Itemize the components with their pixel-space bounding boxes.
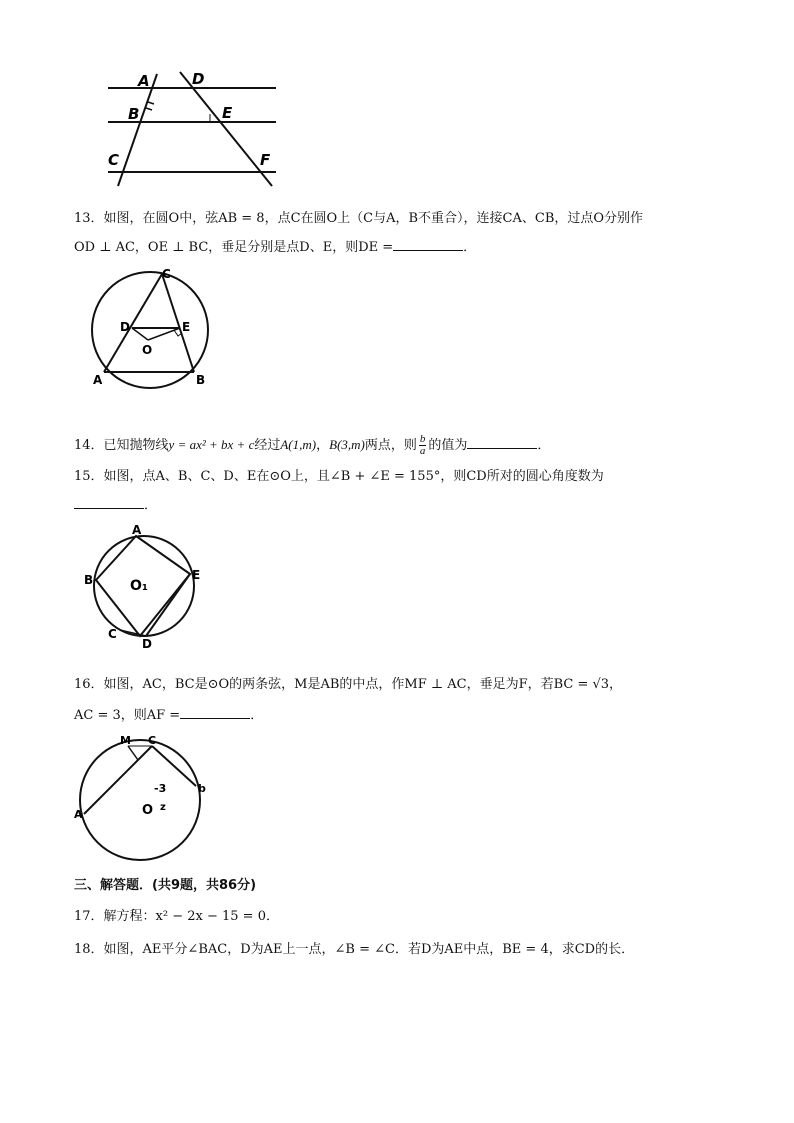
- q14-end: ．: [537, 438, 551, 453]
- q14-point-A: A(1,m): [280, 437, 317, 452]
- q15-line1: 15．如图，点A、B、C、D、E在⊙O上，且∠B + ∠E = 155°，则CD所对的圆心角度数为: [74, 469, 604, 484]
- q15-line2: [74, 496, 157, 515]
- q14-mid: 经过: [254, 438, 281, 453]
- figure-q12: [100, 62, 290, 192]
- label-F: F: [260, 151, 271, 169]
- label-D: D: [192, 70, 205, 88]
- q16-label-C: C: [148, 734, 157, 747]
- q15-label-A: A: [132, 523, 142, 537]
- label-E: E: [222, 104, 233, 122]
- q15-answer-blank[interactable]: [74, 496, 144, 509]
- label-B: B: [128, 105, 140, 123]
- segment-OD: [132, 328, 148, 340]
- segment-ED: [146, 574, 190, 636]
- label-A: A: [138, 72, 150, 90]
- q16-label-b: b: [198, 782, 206, 795]
- q16-line2: [74, 706, 263, 725]
- figure-q16: [72, 732, 212, 867]
- q14-pre: 14．已知抛物线: [74, 438, 169, 453]
- figure-q15: [80, 522, 210, 652]
- transversal-left: [118, 74, 157, 186]
- q15-label-E: E: [192, 568, 201, 582]
- q14-equation: y = ax² + bx + c: [168, 437, 255, 452]
- q17-text: 17．解方程：x² − 2x − 15 = 0．: [74, 909, 279, 924]
- q16-label-M: M: [120, 734, 131, 747]
- circle-O: [92, 272, 208, 388]
- q14-line: [74, 432, 550, 459]
- q16-line2-text: AC = 3，则AF =: [74, 708, 181, 723]
- section-3-heading: 三、解答题．(共9题，共86分): [74, 878, 257, 893]
- q13-label-B: B: [196, 373, 206, 387]
- q15-label-O: O₁: [130, 578, 149, 594]
- q13-line2-text: OD ⊥ AC，OE ⊥ BC，垂足分别是点D、E，则DE =: [74, 240, 394, 255]
- q13-label-D: D: [120, 320, 130, 334]
- q15-end: ．: [144, 498, 158, 513]
- figure-q13: [84, 264, 219, 394]
- q15-label-C: C: [108, 627, 117, 641]
- q14-frac-num: b: [419, 433, 426, 445]
- q13-line2: [74, 238, 476, 257]
- q16-label-k: -3: [154, 782, 167, 795]
- q16-end: ．: [250, 708, 264, 723]
- q16-label-z: z: [160, 802, 166, 813]
- q15-label-B: B: [84, 573, 94, 587]
- q13-label-E: E: [182, 320, 191, 334]
- q16-label-A: A: [74, 808, 83, 821]
- q13-label-A: A: [93, 373, 103, 387]
- q16-label-O: O: [142, 803, 154, 818]
- segment-OE: [148, 328, 180, 340]
- segment-CA: [104, 274, 162, 372]
- q14-frac-den: a: [419, 445, 426, 457]
- transversal-right: [180, 72, 272, 186]
- q15-label-D: D: [142, 637, 152, 651]
- q14-answer-blank[interactable]: [467, 436, 537, 449]
- q14-fraction: [419, 434, 427, 457]
- q16-answer-blank[interactable]: [180, 706, 250, 719]
- q13-line1: 13．如图，在圆O中，弦AB = 8，点C在圆O上（C与A，B不重合），连接CA、CB，过点O分别作: [74, 211, 644, 226]
- q13-label-O: O: [142, 343, 153, 357]
- q13-answer-blank[interactable]: [393, 238, 463, 251]
- q14-post: 两点，则: [364, 438, 417, 453]
- segment-MF: [128, 746, 138, 760]
- q14-post2: 的值为: [428, 438, 468, 453]
- label-C: C: [108, 151, 120, 169]
- q14-sep: ，: [316, 438, 330, 453]
- q16-line1: 16．如图，AC，BC是⊙O的两条弦，M是AB的中点，作MF ⊥ AC，垂足为F，若BC = √3，: [74, 677, 623, 692]
- q13-label-C: C: [162, 267, 171, 281]
- q13-end: ．: [463, 240, 477, 255]
- q14-point-B: B(3,m): [329, 437, 365, 452]
- q18-text: 18．如图，AE平分∠BAC，D为AE上一点，∠B = ∠C．若D为AE中点，BE = 4，求CD的长．: [74, 942, 635, 957]
